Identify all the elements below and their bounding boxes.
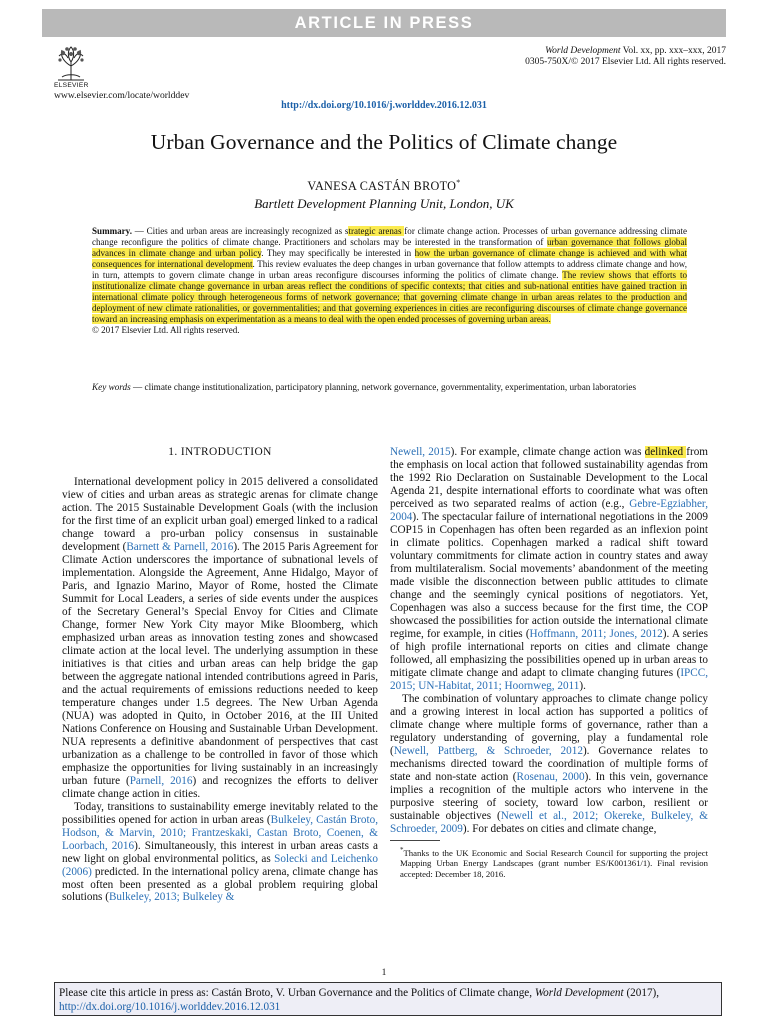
body-text: ). [579, 679, 586, 692]
publisher-site-link[interactable]: www.elsevier.com/locate/worlddev [54, 90, 190, 101]
body-text: Cities and urban areas are increasingly recognized as s [146, 226, 349, 236]
citation-doi-link[interactable]: http://dx.doi.org/10.1016/j.worlddev.2016.12.031 [59, 1001, 281, 1013]
body-text: for climate change action. Processes of urban governance addressing climate change reconfigure the politics of climate change. Practitioners and scholars may be interested in the transformation of [92, 226, 687, 247]
citation-link[interactable]: Newell et al., 2012; Okereke, Bulkeley, & Schroeder, 2009 [390, 809, 708, 835]
keywords-dash: — [130, 382, 145, 392]
body-text: ). For example, climate change action was [450, 446, 645, 458]
body-text: Today, transitions to sustainability emerge inevitably related to the possibilities opened for action in urban areas ( [62, 800, 378, 826]
article-title: Urban Governance and the Politics of Climate change [150, 130, 618, 154]
body-text: ). In this vein, governance implies a recognition of the multiple actors who intervene in the purposive steering of society, toward low carbon, resilient or sustainable objectives ( [390, 770, 708, 822]
paragraph [62, 801, 378, 905]
body-text: ). The 2015 Paris Agreement for Climate Action underscores the importance of subnational levels of implementation. Alongside the Agreement, Anne Hidalgo, Mayor of Paris, and Ignazio Marino, Mayor of Rome, hosted the Climate Summit for Local Leaders, a series of side events under the auspices of the Secretary General’s Special Envoy for Cities and Climate Change, former New York City mayor Mike Bloomberg, which emphasized urban areas as innovation testing zones and showcased climate action at the local level. The underlying assumption in these initiatives is that cities and urban areas can help bridge the gap between the aggregate national intended contributions agreed in Paris, and the actual requirements of emissions reductions needed to keep temperature changes under 1.5 degrees. The New Urban Agenda (NUA) was adopted in Quito, in October 2016, at the III United Nations Conference on Housing and Sustainable Urban Development. NUA represents a definitive abandonment of perspectives that cast urbanization as a challenge to be controlled in favor of those which emphasize the opportunities for living sustainably in an increasingly urban future ( [62, 540, 379, 787]
author-name: VANESA CASTÁN BROTO [307, 179, 457, 194]
body-text: . They may specifically be interested in [261, 247, 415, 258]
body-text: The combination of voluntary approaches to climate change policy and a growing interest in local action has supported a politics of climate change where multiple forms of governance, rather than a regulatory understanding of governing, play a fundamental role ( [390, 692, 708, 757]
citation-link[interactable]: Newell, Pattberg, & Schroeder, 2012 [393, 744, 583, 757]
citation-link[interactable]: Gebre-Egziabher, 2004 [390, 497, 708, 523]
journal-info [525, 46, 726, 69]
abstract-body [92, 226, 687, 324]
body-column-right [390, 446, 708, 836]
abstract-copyright: © 2017 Elsevier Ltd. All rights reserved. [92, 324, 240, 335]
highlighted-text: urban governance that follows global advances in climate change and urban policy [92, 236, 687, 258]
author-affiliation: Bartlett Development Planning Unit, London, UK [254, 196, 514, 211]
paragraph [62, 476, 378, 801]
section-heading: 1. INTRODUCTION [168, 446, 272, 458]
keywords-text: climate change institutionalization, participatory planning, network governance, governmentality, experimentation, urban laboratories [144, 382, 637, 392]
highlighted-text: trategic arenas [348, 226, 405, 236]
body-text: ) and recognizes the efforts to deliver climate change action in cities. [62, 774, 378, 800]
highlighted-text: how the urban governance of climate change is achieved and with what consequences for international development [92, 247, 688, 269]
journal-volume: Vol. xx, pp. xxx–xxx, 2017 [622, 46, 726, 56]
journal-copyright: 0305-750X/© 2017 Elsevier Ltd. All rights reserved. [525, 57, 726, 68]
right-column-paragraphs [390, 446, 708, 836]
page-number: 1 [381, 968, 387, 978]
keywords-label: Key words [92, 382, 131, 392]
highlighted-text: The review shows that efforts to institutionalize climate change governance in urban areas reflect the conditions of specific contexts; that cities and sub-national entities have gained traction in international climate policy through heterogeneous forms of network governance; that governing climate change in urban areas relates to the production and deployment of new climate rationalities, or governmentalities; and that governing experiences in cities are reconfiguring discourses of climate change governance toward an increasing emphasis on experimentation as a means to deal with the open ended processes of governing urban areas. [92, 269, 687, 324]
highlighted-text: delinked [644, 446, 687, 458]
author-footnote-mark[interactable]: * [456, 178, 461, 187]
body-text: from the emphasis on local action that followed sustainability agendas from the 1992 Rio Declaration on Sustainable Development to the Local Agenda 21, despite international efforts to coordinate what was often perceived as two separated realms of action (e.g., [390, 446, 708, 510]
footnote [400, 845, 708, 880]
citation-link[interactable]: Newell, 2015 [390, 446, 451, 458]
publisher-logo-text: ELSEVIER [54, 82, 89, 89]
author-line [0, 178, 768, 194]
abstract [92, 226, 687, 336]
left-column-paragraphs [62, 476, 378, 904]
footnote-mark: * [400, 846, 404, 854]
citation-box [54, 982, 722, 1016]
keywords [92, 382, 687, 393]
citation-journal: World Development [534, 987, 624, 999]
body-text: ). Governance relates to mechanisms directed toward the coordination of multiple forms of state and non-state action ( [390, 744, 708, 783]
doi-link[interactable]: http://dx.doi.org/10.1016/j.worlddev.2016.12.031 [281, 100, 487, 111]
citation-link[interactable]: Bulkeley, 2013; Bulkeley & [108, 891, 235, 904]
body-text: predicted. In the international policy arena, climate change has most often been presented as a global problem requiring global solutions ( [62, 865, 378, 904]
citation-link[interactable]: IPCC, 2015; UN-Habitat, 2011; Hoornweg, 2011 [390, 666, 708, 692]
citation-link[interactable]: Barnett & Parnell, 2016 [126, 540, 234, 553]
body-text: ). Simultaneously, this interest in urban areas casts a new light on global environmental politics, as [62, 839, 378, 865]
body-column-left [62, 446, 378, 904]
paragraph [390, 446, 708, 693]
article-in-press-banner: ARTICLE IN PRESS [42, 9, 726, 37]
footnote-text: Thanks to the UK Economic and Social Research Council for supporting the project Mapping Urban Energy Landscapes (grant number ES/K001361/1). Final revision accepted: December 18, 2016. [400, 847, 708, 880]
paragraph [390, 693, 708, 836]
footnote-divider [390, 840, 440, 841]
citation-link[interactable]: Bulkeley, Castán Broto, Hodson, & Marvin, 2010; Frantzeskaki, Castan Broto, Coenen, & Loorbach, 2016 [62, 813, 378, 852]
abstract-dash: — [131, 226, 147, 236]
abstract-label: Summary. [92, 226, 132, 236]
body-text: ). A series of high profile international reports on cities and climate change followed, all emphasizing the possibilities opened up in urban areas to mitigate climate change and adapt to climate changing futures ( [390, 627, 708, 679]
doi-header [0, 100, 768, 111]
journal-name: World Development [545, 46, 621, 56]
body-text: ). The spectacular failure of international negotiations in the 2009 COP15 in Copenhagen has often been regarded as an inflexion point in climate politics. Copenhagen marked a radical shift toward voluntary commitments for climate action in country states and away from multilateralism. Social movements’ abandonment of the meeting made visible the disconnection between public attitudes to climate change and the seemingly cynical positions of negotiators. Yet, Copenhagen was also a success because for the first time, the COP showcased the possibilities for action outside the international climate regime, for example, in cities ( [390, 510, 708, 640]
citation-link[interactable]: Rosenau, 2000 [516, 770, 585, 783]
citation-link[interactable]: Parnell, 2016 [129, 774, 193, 787]
elsevier-tree-logo-icon [54, 44, 88, 84]
body-text: . This review evaluates the deep changes in urban governance that follow attempts to address climate change and how, in turn, attempts to govern climate change in urban areas reconfigure discourses informing the politics of climate change. [92, 258, 687, 280]
body-text: International development policy in 2015 delivered a consolidated view of cities and urban areas as strategic arenas for climate change action. The 2015 Sustainable Development Goals (with the inclusion for the first time of an explicit urban goal) emerged linked to a radical change toward a pro-urban policy consensus in sustainable development ( [62, 475, 378, 553]
citation-year: (2017), [623, 987, 660, 999]
citation-link[interactable]: Hoffmann, 2011; Jones, 2012 [529, 627, 663, 640]
body-text: ). For debates on cities and climate change, [462, 822, 657, 835]
citation-prefix: Please cite this article in press as: Castán Broto, V. Urban Governance and the Politics of Climate change, [59, 987, 535, 999]
citation-link[interactable]: Solecki and Leichenko (2006) [62, 852, 378, 878]
